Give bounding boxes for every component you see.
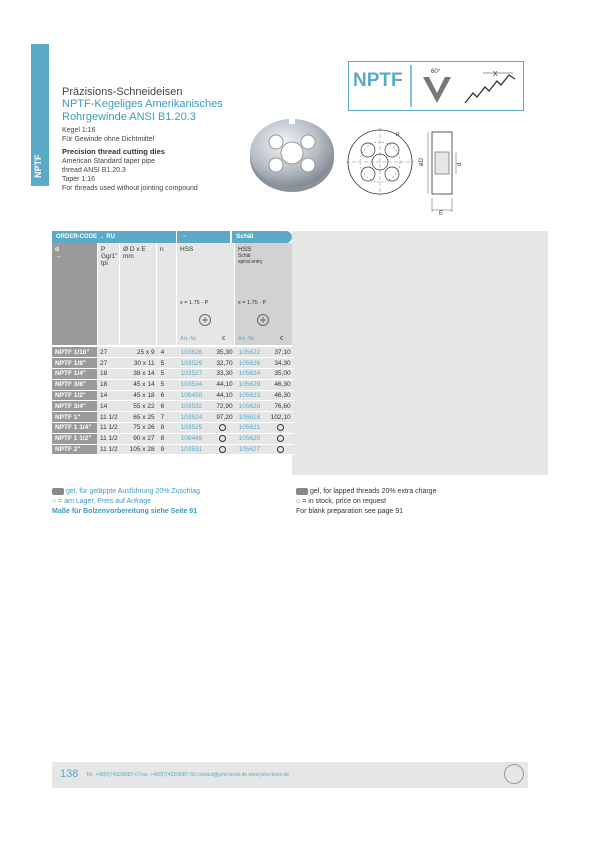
col-hss	[177, 243, 234, 345]
note-de-1: gel, für geläppte Ausführung 20% Zuschlag	[66, 488, 200, 495]
row-art: 103525	[178, 423, 210, 434]
col-n	[157, 243, 176, 345]
row-art: 103527	[178, 369, 210, 380]
col-d	[52, 243, 97, 345]
grey-area	[292, 243, 548, 475]
col-hss-formula: x = 1.75 · P	[180, 300, 209, 306]
note-en-1: gel, for lapped threads 20% extra charge	[310, 488, 437, 495]
row-price2: 102,10	[268, 412, 294, 423]
row-art2: 105618	[236, 412, 268, 423]
row-price2: 76,60	[268, 401, 294, 412]
col-p-label: P	[101, 246, 106, 253]
row-price2: 46,30	[268, 379, 294, 390]
rotation-icon	[198, 313, 212, 327]
row-n: 5	[158, 358, 178, 369]
note-en-3: For blank preparation see page 91	[296, 508, 404, 515]
col-hss-label: HSS	[180, 246, 194, 253]
row-p: 14	[97, 401, 121, 412]
col-d-label: d	[55, 246, 59, 253]
row-n: 8	[158, 433, 178, 444]
col-p-sub: Gg/1"	[101, 253, 118, 260]
row-dxe: 45 x 14	[121, 379, 158, 390]
row-art: 103534	[178, 379, 210, 390]
row-price: 44,10	[210, 379, 236, 390]
row-price2	[268, 444, 294, 455]
row-art2: 105621	[236, 423, 268, 434]
de-line1: Kegel 1:16	[62, 127, 96, 134]
de-line2: Für Gewinde ohne Dichtmittel	[62, 136, 155, 143]
table-row	[52, 444, 294, 455]
side-label-box	[31, 146, 49, 186]
row-price2: 37,10	[268, 347, 294, 358]
notes-de	[52, 487, 200, 517]
row-p: 11 1/2	[97, 444, 121, 455]
footer	[52, 762, 528, 788]
note-en-2: ○ = in stock, price on request	[296, 498, 387, 505]
row-d: NPTF 1/8"	[52, 358, 97, 369]
drawing-n: n	[396, 132, 400, 138]
row-d: NPTF 1 1/2"	[52, 433, 97, 444]
table-row	[52, 412, 294, 423]
euro-label: €	[222, 336, 226, 342]
row-d: NPTF 1/2"	[52, 390, 97, 401]
in-stock-icon	[277, 446, 284, 453]
row-p: 27	[97, 347, 121, 358]
row-art2: 105627	[236, 444, 268, 455]
col-hss2-sub2: spiral entry	[238, 259, 263, 265]
row-n: 6	[158, 390, 178, 401]
en-line3: Taper 1:16	[62, 176, 96, 183]
rotation-icon	[256, 313, 270, 327]
table-row	[52, 358, 294, 369]
thread-logo	[348, 61, 524, 111]
col-p-tpi: tpi	[101, 260, 108, 267]
row-n: 8	[158, 423, 178, 434]
row-art2: 105626	[236, 358, 268, 369]
subtitle-1: NPTF-Kegeliges Amerikanisches	[62, 98, 223, 110]
thread-profile-icon	[403, 63, 523, 109]
row-price2	[268, 423, 294, 434]
table-row	[52, 347, 294, 358]
subtitle-2: Rohrgewinde ANSI B1.20.3	[62, 111, 196, 123]
euro2-label: €	[280, 336, 284, 342]
row-dxe: 30 x 11	[121, 358, 158, 369]
side-label: NPTF	[33, 154, 43, 178]
row-art: 103529	[178, 358, 210, 369]
col-dxe-label: Ø D x E	[123, 246, 146, 253]
en-line4: For threads used without jointing compound	[62, 185, 198, 192]
row-p: 11 1/2	[97, 412, 121, 423]
row-p: 14	[97, 390, 121, 401]
col-p	[98, 243, 119, 345]
col-dxe-unit: mm	[123, 253, 134, 260]
drawing-e: E	[439, 211, 444, 217]
in-stock-icon	[219, 446, 226, 453]
col-hss2-sub1: Schäl	[238, 253, 251, 259]
in-stock-icon	[219, 435, 226, 442]
col-dxe	[120, 243, 156, 345]
row-art2: 105623	[236, 390, 268, 401]
gel-tag-icon	[296, 488, 308, 495]
row-dxe: 75 x 26	[121, 423, 158, 434]
table-row	[52, 390, 294, 401]
art-label: Art.-Nr.	[180, 336, 198, 342]
row-price: 44,10	[210, 390, 236, 401]
row-price: 35,30	[210, 347, 236, 358]
drawing-d: d	[457, 162, 463, 166]
row-dxe: 65 x 25	[121, 412, 158, 423]
en-title: Precision thread cutting dies	[62, 147, 165, 156]
row-art2: 105622	[236, 347, 268, 358]
row-n: 5	[158, 379, 178, 390]
row-price2: 34,30	[268, 358, 294, 369]
row-p: 18	[97, 369, 121, 380]
note-de-3: Maße für Bolzenvorbereitung siehe Seite 91	[52, 508, 198, 515]
row-price2: 35,00	[268, 369, 294, 380]
col-hss2-formula: x = 1.75 · P	[238, 300, 267, 306]
en-line2: thread ANSI B1.20.3	[62, 167, 126, 174]
row-n: 7	[158, 412, 178, 423]
col-n-label: n	[160, 246, 164, 253]
row-art: 108449	[178, 433, 210, 444]
row-dxe: 90 x 27	[121, 433, 158, 444]
row-d: NPTF 1/4"	[52, 369, 97, 380]
row-p: 11 1/2	[97, 423, 121, 434]
table-row	[52, 433, 294, 444]
in-stock-icon	[219, 424, 226, 431]
row-art2: 105624	[236, 369, 268, 380]
row-n: 9	[158, 444, 178, 455]
row-price	[210, 433, 236, 444]
title-de: Präzisions-Schneideisen	[62, 86, 183, 98]
row-d: NPTF 2"	[52, 444, 97, 455]
die-drawing	[344, 122, 476, 220]
row-art: 103532	[178, 401, 210, 412]
die-photo	[246, 112, 338, 194]
row-dxe: 55 x 22	[121, 401, 158, 412]
table-row	[52, 369, 294, 380]
col-d-arrow: →	[55, 253, 62, 260]
schael-label: Schäl	[232, 231, 292, 243]
row-price2: 46,30	[268, 390, 294, 401]
row-price: 97,20	[210, 412, 236, 423]
row-dxe: 38 x 14	[121, 369, 158, 380]
in-stock-icon	[277, 424, 284, 431]
row-art: 108450	[178, 390, 210, 401]
row-d: NPTF 3/8"	[52, 379, 97, 390]
header-block	[62, 86, 262, 193]
row-p: 18	[97, 379, 121, 390]
notes-en	[296, 487, 436, 517]
col-hss2	[235, 243, 292, 345]
table-row	[52, 401, 294, 412]
row-p: 27	[97, 358, 121, 369]
row-dxe: 45 x 18	[121, 390, 158, 401]
x-label: X	[493, 71, 498, 78]
row-d: NPTF 1"	[52, 412, 97, 423]
row-price	[210, 444, 236, 455]
table-row	[52, 423, 294, 434]
row-price: 32,70	[210, 358, 236, 369]
row-art: 103524	[178, 412, 210, 423]
gel-tag-icon	[52, 488, 64, 495]
row-dxe: 105 x 28	[121, 444, 158, 455]
grey-top	[292, 231, 548, 243]
row-price: 72,90	[210, 401, 236, 412]
footer-contact: Tel. +49(0)7432/9087-0 Fax. +49(0)7432/9087-60 contact@joho-boss.de www.joho-boss.de	[86, 772, 289, 778]
thread-code: NPTF	[353, 70, 403, 91]
row-n: 4	[158, 347, 178, 358]
art2-label: Art.-Nr.	[238, 336, 256, 342]
row-price	[210, 423, 236, 434]
row-art2: 105620	[236, 433, 268, 444]
row-price: 33,30	[210, 369, 236, 380]
order-code: ORDER-CODE → RU	[52, 231, 176, 243]
row-n: 6	[158, 401, 178, 412]
row-price2	[268, 433, 294, 444]
drawing-od: øD	[419, 158, 425, 166]
angle-label: 60°	[431, 69, 441, 75]
in-stock-icon	[277, 435, 284, 442]
order-arrow: →	[176, 231, 230, 243]
company-seal-icon	[504, 764, 524, 784]
en-line1: American Standard taper pipe	[62, 158, 155, 165]
product-table	[52, 347, 294, 455]
col-hss2-label: HSS	[238, 246, 252, 253]
row-art: 103526	[178, 347, 210, 358]
row-d: NPTF 1 1/4"	[52, 423, 97, 434]
page-number: 138	[60, 768, 79, 780]
row-d: NPTF 3/4"	[52, 401, 97, 412]
row-p: 11 1/2	[97, 433, 121, 444]
row-n: 5	[158, 369, 178, 380]
table-row	[52, 379, 294, 390]
table-header-bar	[52, 231, 292, 243]
row-art: 103531	[178, 444, 210, 455]
row-dxe: 25 x 9	[121, 347, 158, 358]
row-art2: 105628	[236, 401, 268, 412]
row-art2: 105629	[236, 379, 268, 390]
note-de-2: ○ = am Lager, Preis auf Anfrage	[52, 498, 151, 505]
row-d: NPTF 1/16"	[52, 347, 97, 358]
